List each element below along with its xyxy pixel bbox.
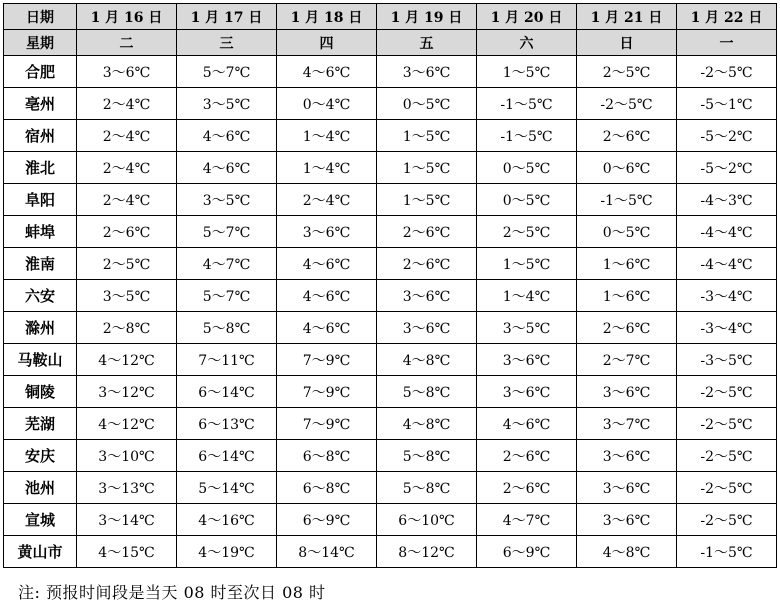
table-row: [4, 344, 777, 376]
city-cell: 安庆: [4, 440, 77, 472]
temperature-cell: 5～14℃: [177, 472, 277, 504]
city-cell: 池州: [4, 472, 77, 504]
city-cell: 黄山市: [4, 536, 77, 568]
temperature-cell: 2～8℃: [77, 312, 177, 344]
table-row: [4, 184, 777, 216]
temperature-cell: 2～6℃: [477, 472, 577, 504]
weekday-header-row: [4, 30, 777, 56]
temperature-cell: 4～8℃: [377, 408, 477, 440]
table-row: [4, 472, 777, 504]
temperature-cell: -5～2℃: [677, 152, 777, 184]
temperature-cell: 4～12℃: [77, 408, 177, 440]
date-cell: 1 月 20 日: [477, 4, 577, 30]
temperature-cell: 5～7℃: [177, 280, 277, 312]
temperature-cell: 3～5℃: [477, 312, 577, 344]
table-row: [4, 312, 777, 344]
temperature-cell: 6～13℃: [177, 408, 277, 440]
temperature-cell: -5～2℃: [677, 120, 777, 152]
temperature-cell: 2～6℃: [377, 216, 477, 248]
temperature-cell: 5～8℃: [377, 376, 477, 408]
temperature-cell: 2～7℃: [577, 344, 677, 376]
temperature-cell: 1～4℃: [277, 152, 377, 184]
city-cell: 芜湖: [4, 408, 77, 440]
weekday-cell: 一: [677, 30, 777, 56]
city-cell: 亳州: [4, 88, 77, 120]
temperature-cell: -5～1℃: [677, 88, 777, 120]
temperature-cell: 3～6℃: [277, 216, 377, 248]
table-row: [4, 216, 777, 248]
temperature-cell: 6～10℃: [377, 504, 477, 536]
temperature-cell: 3～6℃: [577, 472, 677, 504]
table-row: [4, 56, 777, 88]
temperature-cell: 0～5℃: [477, 152, 577, 184]
temperature-cell: 3～6℃: [577, 440, 677, 472]
temperature-cell: 3～14℃: [77, 504, 177, 536]
temperature-cell: 3～13℃: [77, 472, 177, 504]
temperature-cell: 3～5℃: [177, 184, 277, 216]
temperature-cell: 3～6℃: [477, 344, 577, 376]
temperature-cell: -3～4℃: [677, 312, 777, 344]
temperature-cell: 4～6℃: [277, 312, 377, 344]
temperature-cell: 2～5℃: [577, 56, 677, 88]
date-cell: 1 月 18 日: [277, 4, 377, 30]
temperature-cell: -1～5℃: [477, 120, 577, 152]
weekday-cell: 五: [377, 30, 477, 56]
temperature-cell: 1～5℃: [377, 184, 477, 216]
temperature-cell: -2～5℃: [677, 472, 777, 504]
city-cell: 滁州: [4, 312, 77, 344]
temperature-cell: -1～5℃: [477, 88, 577, 120]
temperature-cell: 4～16℃: [177, 504, 277, 536]
temperature-cell: 3～6℃: [577, 376, 677, 408]
temperature-cell: 6～8℃: [277, 440, 377, 472]
forecast-table: [3, 3, 777, 568]
temperature-cell: 3～5℃: [77, 280, 177, 312]
temperature-cell: -2～5℃: [677, 408, 777, 440]
temperature-cell: 0～5℃: [477, 184, 577, 216]
city-cell: 淮北: [4, 152, 77, 184]
date-header-row: [4, 4, 777, 30]
temperature-cell: 5～8℃: [377, 440, 477, 472]
city-cell: 六安: [4, 280, 77, 312]
temperature-cell: 8～12℃: [377, 536, 477, 568]
temperature-cell: 3～6℃: [77, 56, 177, 88]
temperature-cell: 7～11℃: [177, 344, 277, 376]
city-cell: 铜陵: [4, 376, 77, 408]
city-cell: 合肥: [4, 56, 77, 88]
temperature-cell: -1～5℃: [677, 536, 777, 568]
temperature-cell: -3～4℃: [677, 280, 777, 312]
temperature-cell: 4～12℃: [77, 344, 177, 376]
temperature-cell: 4～6℃: [177, 120, 277, 152]
temperature-cell: 5～7℃: [177, 216, 277, 248]
temperature-cell: 0～5℃: [577, 216, 677, 248]
temperature-cell: 3～7℃: [577, 408, 677, 440]
temperature-cell: 2～4℃: [277, 184, 377, 216]
temperature-cell: -3～5℃: [677, 344, 777, 376]
temperature-cell: 3～6℃: [477, 376, 577, 408]
temperature-cell: 6～14℃: [177, 440, 277, 472]
temperature-cell: 5～8℃: [377, 472, 477, 504]
date-cell: 1 月 21 日: [577, 4, 677, 30]
temperature-cell: 1～6℃: [577, 248, 677, 280]
city-cell: 蚌埠: [4, 216, 77, 248]
temperature-cell: 4～6℃: [277, 56, 377, 88]
temperature-cell: 1～5℃: [377, 120, 477, 152]
temperature-cell: 2～5℃: [477, 216, 577, 248]
temperature-cell: -2～5℃: [677, 376, 777, 408]
temperature-cell: -2～5℃: [677, 504, 777, 536]
temperature-cell: 3～6℃: [377, 280, 477, 312]
weekday-cell: 二: [77, 30, 177, 56]
temperature-cell: 8～14℃: [277, 536, 377, 568]
table-row: [4, 88, 777, 120]
table-row: [4, 408, 777, 440]
temperature-cell: 2～6℃: [77, 216, 177, 248]
temperature-cell: 4～6℃: [177, 152, 277, 184]
city-cell: 宿州: [4, 120, 77, 152]
temperature-cell: 0～6℃: [577, 152, 677, 184]
table-row: [4, 120, 777, 152]
weekday-cell: 日: [577, 30, 677, 56]
temperature-cell: 6～14℃: [177, 376, 277, 408]
table-row: [4, 152, 777, 184]
temperature-cell: -1～5℃: [577, 184, 677, 216]
temperature-cell: 1～6℃: [577, 280, 677, 312]
city-cell: 淮南: [4, 248, 77, 280]
table-row: [4, 376, 777, 408]
city-cell: 马鞍山: [4, 344, 77, 376]
temperature-cell: 1～5℃: [377, 152, 477, 184]
temperature-cell: 3～6℃: [377, 56, 477, 88]
temperature-cell: 3～12℃: [77, 376, 177, 408]
footnote: 注: 预报时间段是当天 08 时至次日 08 时: [18, 583, 326, 602]
temperature-cell: 6～9℃: [477, 536, 577, 568]
temperature-cell: 4～19℃: [177, 536, 277, 568]
temperature-cell: 4～6℃: [277, 248, 377, 280]
temperature-cell: 6～9℃: [277, 504, 377, 536]
temperature-cell: 3～6℃: [377, 312, 477, 344]
table-row: [4, 280, 777, 312]
temperature-cell: -2～5℃: [577, 88, 677, 120]
temperature-cell: 1～4℃: [477, 280, 577, 312]
date-cell: 1 月 16 日: [77, 4, 177, 30]
temperature-cell: 3～5℃: [177, 88, 277, 120]
temperature-cell: -4～4℃: [677, 216, 777, 248]
temperature-cell: 1～5℃: [477, 56, 577, 88]
temperature-cell: 2～6℃: [577, 120, 677, 152]
temperature-cell: 7～9℃: [277, 408, 377, 440]
temperature-cell: 2～4℃: [77, 152, 177, 184]
temperature-cell: 2～5℃: [77, 248, 177, 280]
temperature-cell: -2～5℃: [677, 440, 777, 472]
table-row: [4, 440, 777, 472]
temperature-cell: 5～8℃: [177, 312, 277, 344]
weekday-cell: 三: [177, 30, 277, 56]
temperature-cell: 4～8℃: [577, 536, 677, 568]
temperature-cell: 4～7℃: [177, 248, 277, 280]
temperature-cell: 3～10℃: [77, 440, 177, 472]
date-label: 日期: [4, 4, 77, 30]
temperature-cell: 0～5℃: [377, 88, 477, 120]
temperature-cell: 1～5℃: [477, 248, 577, 280]
table-row: [4, 248, 777, 280]
temperature-cell: -4～4℃: [677, 248, 777, 280]
temperature-cell: 3～6℃: [577, 504, 677, 536]
temperature-cell: 2～4℃: [77, 88, 177, 120]
temperature-cell: 4～8℃: [377, 344, 477, 376]
weekday-cell: 六: [477, 30, 577, 56]
temperature-cell: 0～4℃: [277, 88, 377, 120]
temperature-cell: 7～9℃: [277, 344, 377, 376]
temperature-cell: 2～6℃: [477, 440, 577, 472]
temperature-cell: 4～6℃: [277, 280, 377, 312]
temperature-cell: 4～15℃: [77, 536, 177, 568]
temperature-cell: -2～5℃: [677, 56, 777, 88]
city-cell: 宣城: [4, 504, 77, 536]
temperature-cell: 2～4℃: [77, 120, 177, 152]
temperature-cell: 2～6℃: [377, 248, 477, 280]
temperature-cell: 6～8℃: [277, 472, 377, 504]
date-cell: 1 月 19 日: [377, 4, 477, 30]
table-row: [4, 536, 777, 568]
temperature-cell: 5～7℃: [177, 56, 277, 88]
temperature-cell: 4～6℃: [477, 408, 577, 440]
city-cell: 阜阳: [4, 184, 77, 216]
temperature-cell: 1～4℃: [277, 120, 377, 152]
date-cell: 1 月 17 日: [177, 4, 277, 30]
temperature-cell: 2～6℃: [577, 312, 677, 344]
temperature-cell: 2～4℃: [77, 184, 177, 216]
temperature-cell: -4～3℃: [677, 184, 777, 216]
date-cell: 1 月 22 日: [677, 4, 777, 30]
weekday-label: 星期: [4, 30, 77, 56]
temperature-cell: 4～7℃: [477, 504, 577, 536]
weekday-cell: 四: [277, 30, 377, 56]
temperature-cell: 7～9℃: [277, 376, 377, 408]
table-row: [4, 504, 777, 536]
